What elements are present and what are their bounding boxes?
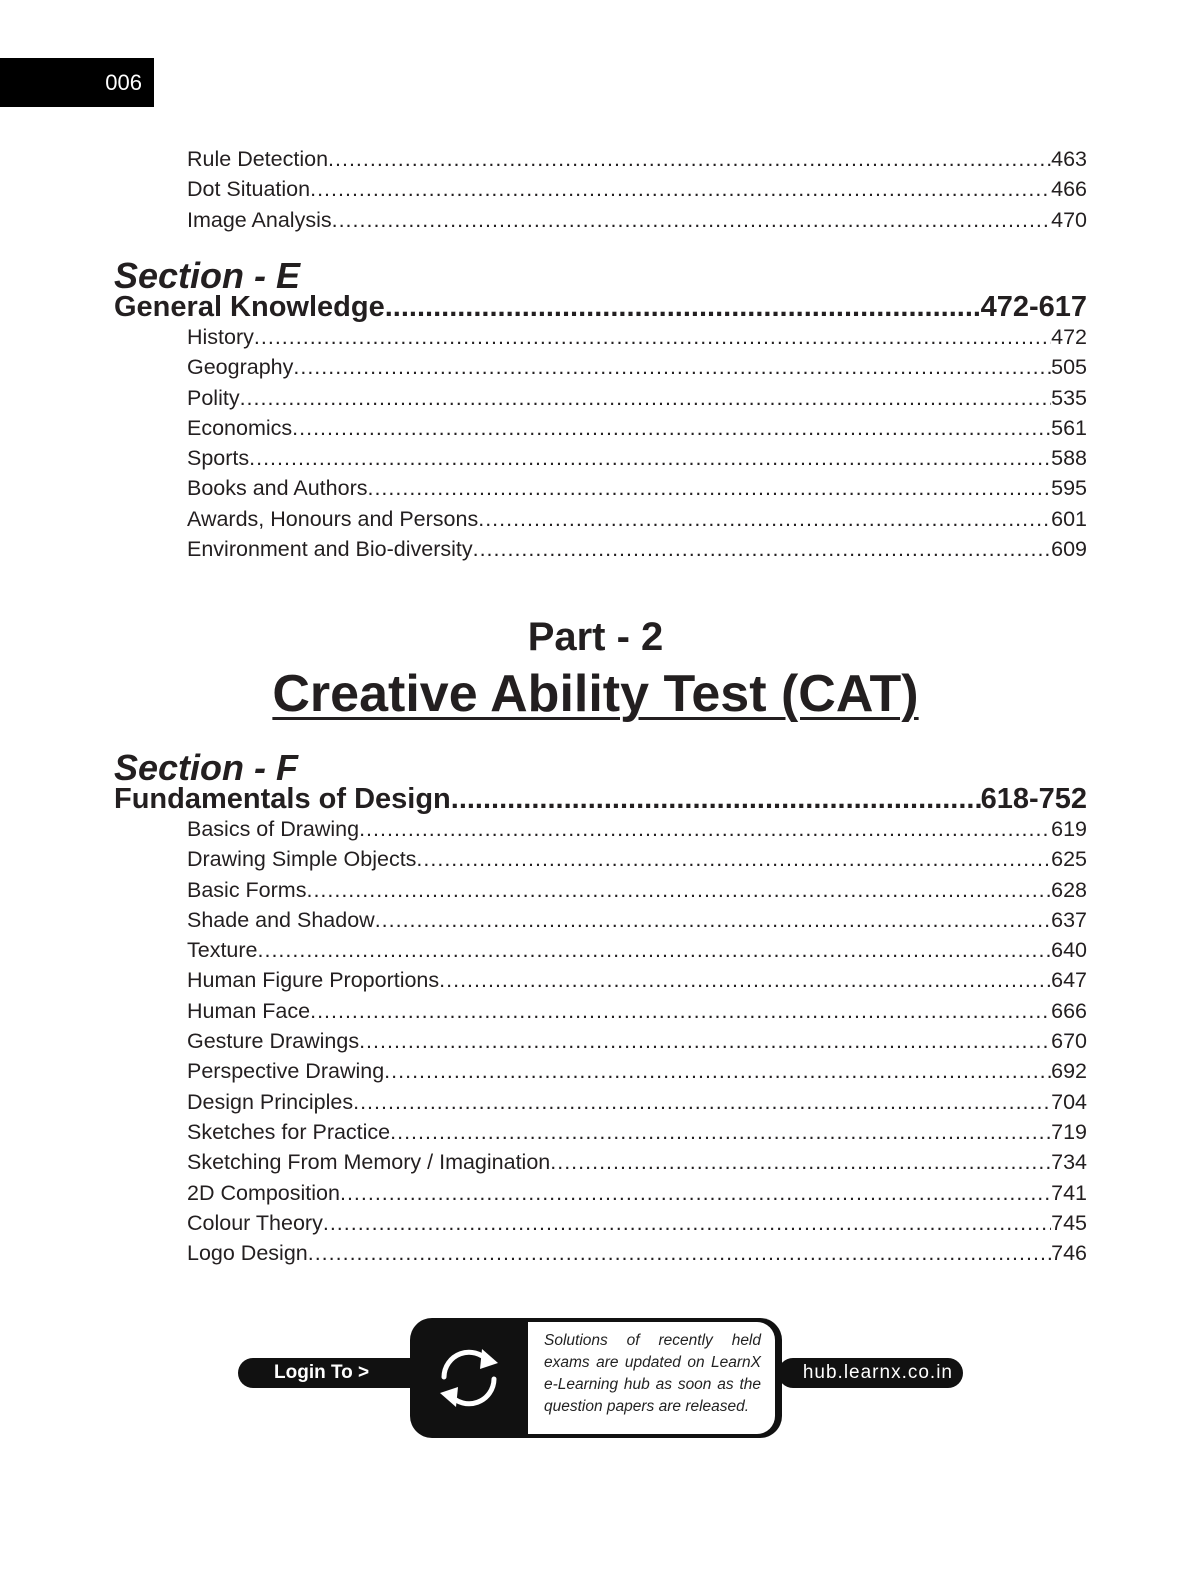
toc-entry-page: 734 (1051, 1150, 1087, 1175)
toc-entry-label: Shade and Shadow (187, 907, 375, 932)
section-f-heading: Section - F (114, 747, 299, 788)
toc-entry-label: Design Principles (187, 1089, 354, 1114)
toc-entry-page: 637 (1051, 907, 1087, 932)
toc-entry[interactable] (187, 1238, 1087, 1268)
leader-dots (254, 322, 1051, 352)
toc-entry-page: 466 (1051, 177, 1087, 202)
chapter-pages: 618-752 (980, 783, 1087, 815)
hub-url: hub.learnx.co.in (802, 1362, 953, 1383)
toc-entry-label: Environment and Bio-diversity (187, 537, 473, 562)
toc-entry[interactable] (187, 965, 1087, 995)
toc-entry-page: 595 (1051, 476, 1087, 501)
chapter-label: Fundamentals of Design (114, 783, 451, 815)
leader-dots (306, 875, 1051, 905)
toc-entry[interactable] (187, 322, 1087, 352)
leader-dots (550, 1147, 1051, 1177)
toc-entry-page: 470 (1051, 207, 1087, 232)
toc-entry-label: Sports (187, 446, 250, 471)
toc-entry[interactable] (187, 844, 1087, 874)
toc-entry-label: Sketches for Practice (187, 1119, 391, 1144)
toc-entry[interactable] (187, 205, 1087, 235)
leader-dots (293, 352, 1051, 382)
url-pill[interactable] (778, 1358, 963, 1388)
toc-entry-page: 666 (1051, 998, 1087, 1023)
toc-entry[interactable] (187, 905, 1087, 935)
toc-entry[interactable] (187, 1087, 1087, 1117)
page-number-tab (0, 58, 154, 107)
toc-entry[interactable] (187, 935, 1087, 965)
toc-entry[interactable] (187, 1056, 1087, 1086)
toc-entry-label: 2D Composition (187, 1180, 340, 1205)
toc-entry[interactable] (187, 996, 1087, 1026)
leader-dots (473, 534, 1052, 564)
toc-entry-label: Geography (187, 355, 294, 380)
leader-dots (367, 473, 1051, 503)
toc-entry-label: Perspective Drawing (187, 1059, 385, 1084)
toc-entry-page: 535 (1051, 385, 1087, 410)
toc-entry-page: 741 (1051, 1180, 1087, 1205)
toc-entry-page: 609 (1051, 537, 1087, 562)
toc-entry[interactable] (187, 1026, 1087, 1056)
leader-dots (375, 905, 1051, 935)
toc-entry-page: 746 (1051, 1241, 1087, 1266)
leader-dots (323, 1208, 1051, 1238)
chapter-fundamentals-of-design[interactable] (114, 782, 1087, 816)
toc-entry-page: 640 (1051, 938, 1087, 963)
toc-entry-page: 472 (1051, 325, 1087, 349)
toc-entry[interactable] (187, 875, 1087, 905)
leader-dots (332, 205, 1052, 235)
leader-dots (249, 443, 1051, 473)
leader-dots (416, 844, 1051, 874)
leader-dots (292, 413, 1051, 443)
leader-dots (478, 504, 1051, 534)
leader-dots (258, 935, 1052, 965)
banner-box (410, 1318, 782, 1438)
leader-dots (328, 144, 1051, 174)
part-label: Part - 2 (527, 615, 664, 659)
toc-entry-label: Sketching From Memory / Imagination (187, 1150, 551, 1175)
chapter-label: General Knowledge (114, 291, 385, 323)
section-f-list (187, 814, 1087, 1268)
toc-entry-page: 505 (1051, 355, 1087, 380)
toc-entry-label: Basics of Drawing (187, 817, 360, 841)
toc-entry[interactable] (187, 473, 1087, 503)
leader-dots (359, 1026, 1051, 1056)
leader-dots (240, 383, 1052, 413)
toc-entry[interactable] (187, 174, 1087, 204)
page-number: 006 (105, 69, 142, 95)
toc-entry-label: History (187, 325, 254, 349)
toc-entry-page: 704 (1051, 1089, 1087, 1114)
toc-entry[interactable] (187, 1178, 1087, 1208)
toc-entry[interactable] (187, 504, 1087, 534)
leader-dots (353, 1087, 1051, 1117)
toc-entry-page: 561 (1051, 415, 1087, 440)
part-title-text: Creative Ability Test (CAT) (272, 665, 919, 723)
toc-entry-label: Human Figure Proportions (187, 968, 440, 993)
chapter-general-knowledge[interactable] (114, 290, 1087, 324)
toc-entry-page: 463 (1051, 147, 1087, 171)
leader-dots (384, 1056, 1051, 1086)
leader-dots (439, 965, 1051, 995)
chapter-pages: 472-617 (980, 291, 1087, 323)
toc-entry-label: Basic Forms (187, 877, 307, 902)
toc-entry-page: 745 (1051, 1210, 1087, 1235)
toc-entry-label: Drawing Simple Objects (187, 847, 417, 872)
toc-entry-label: Texture (187, 938, 258, 963)
leader-dots (385, 290, 981, 324)
toc-entry-page: 692 (1051, 1059, 1087, 1084)
toc-entry-label: Awards, Honours and Persons (187, 506, 479, 531)
toc-entry-label: Polity (187, 385, 240, 410)
leader-dots (359, 814, 1051, 844)
section-e-heading: Section - E (114, 255, 301, 296)
toc-entry[interactable] (187, 1147, 1087, 1177)
toc-entry-label: Logo Design (187, 1241, 308, 1266)
toc-entry[interactable] (187, 352, 1087, 382)
leader-dots (310, 174, 1051, 204)
toc-entry-page: 628 (1051, 877, 1087, 902)
toc-entry-page: 601 (1051, 506, 1087, 531)
toc-entry-page: 588 (1051, 446, 1087, 471)
toc-entry-page: 625 (1051, 847, 1087, 872)
leader-dots (310, 996, 1051, 1026)
refresh-icon (410, 1318, 528, 1438)
leader-dots (340, 1178, 1051, 1208)
toc-entry-page: 647 (1051, 968, 1087, 993)
toc-entry-page: 619 (1051, 817, 1087, 841)
toc-entry-label: Colour Theory (187, 1210, 323, 1235)
toc-entry-label: Gesture Drawings (187, 1029, 360, 1054)
toc-entry[interactable] (187, 144, 1087, 174)
toc-entry-label: Books and Authors (187, 476, 368, 501)
toc-entry[interactable] (187, 443, 1087, 473)
leader-dots (390, 1117, 1051, 1147)
toc-entry-label: Economics (187, 415, 293, 440)
leader-dots (451, 782, 981, 816)
learnx-banner (238, 1318, 963, 1438)
banner-note: Solutions of recently held exams are updated on LearnX e-Learning hub as soon as the question papers are released. (528, 1322, 775, 1434)
toc-entry[interactable] (187, 383, 1087, 413)
toc-entry[interactable] (187, 814, 1087, 844)
toc-entry-label: Dot Situation (187, 177, 311, 202)
toc-entry[interactable] (187, 1208, 1087, 1238)
toc-entry-label: Human Face (187, 998, 311, 1023)
toc-top-list (187, 144, 1087, 235)
login-label: Login To > (274, 1362, 370, 1383)
leader-dots (308, 1238, 1051, 1268)
section-e-list (187, 322, 1087, 564)
toc-entry[interactable] (187, 534, 1087, 564)
toc-entry[interactable] (187, 1117, 1087, 1147)
toc-entry-label: Rule Detection (187, 147, 329, 171)
part-title (0, 664, 1191, 724)
toc-entry[interactable] (187, 413, 1087, 443)
toc-entry-label: Image Analysis (187, 207, 332, 232)
toc-entry-page: 670 (1051, 1029, 1087, 1054)
toc-entry-page: 719 (1051, 1119, 1087, 1144)
